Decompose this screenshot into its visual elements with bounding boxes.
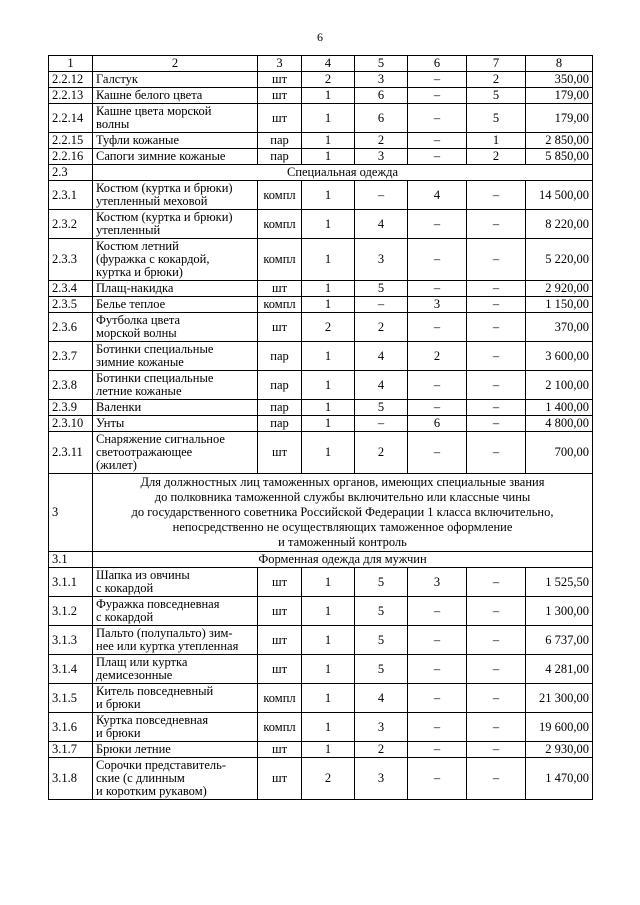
- item-unit: шт: [258, 104, 302, 133]
- item-price: 5 220,00: [526, 239, 593, 281]
- item-col-7: –: [467, 416, 526, 432]
- item-number: 2.3.6: [49, 313, 93, 342]
- item-wear-period: 3: [355, 239, 408, 281]
- item-col-6: –: [408, 88, 467, 104]
- item-price: 4 281,00: [526, 655, 593, 684]
- item-number: 3.1.4: [49, 655, 93, 684]
- item-unit: компл: [258, 239, 302, 281]
- item-number: 2.2.13: [49, 88, 93, 104]
- item-col-6: –: [408, 104, 467, 133]
- item-col-6: –: [408, 313, 467, 342]
- item-wear-period: 6: [355, 88, 408, 104]
- item-unit: пар: [258, 149, 302, 165]
- item-name: Кашне цвета морской волны: [93, 104, 258, 133]
- item-name: Футболка цвета морской волны: [93, 313, 258, 342]
- item-col-6: –: [408, 281, 467, 297]
- item-wear-period: 4: [355, 210, 408, 239]
- item-col-7: –: [467, 742, 526, 758]
- table-row: [49, 758, 593, 800]
- item-unit: шт: [258, 758, 302, 800]
- item-col-7: –: [467, 400, 526, 416]
- item-unit: компл: [258, 210, 302, 239]
- table-row: [49, 568, 593, 597]
- item-quantity: 1: [302, 88, 355, 104]
- item-col-6: 3: [408, 568, 467, 597]
- item-price: 19 600,00: [526, 713, 593, 742]
- item-quantity: 1: [302, 149, 355, 165]
- item-col-6: –: [408, 210, 467, 239]
- item-quantity: 1: [302, 713, 355, 742]
- item-name: Снаряжение сигнальное светоотражающее (жилет): [93, 432, 258, 474]
- item-col-6: –: [408, 432, 467, 474]
- item-wear-period: 6: [355, 104, 408, 133]
- item-quantity: 1: [302, 181, 355, 210]
- item-number: 2.3.4: [49, 281, 93, 297]
- item-wear-period: 3: [355, 72, 408, 88]
- item-col-6: –: [408, 400, 467, 416]
- item-col-7: 2: [467, 72, 526, 88]
- column-number-header-row: [49, 56, 593, 72]
- item-unit: компл: [258, 713, 302, 742]
- item-quantity: 1: [302, 400, 355, 416]
- section-row: [49, 165, 593, 181]
- item-price: 370,00: [526, 313, 593, 342]
- item-quantity: 2: [302, 758, 355, 800]
- item-wear-period: –: [355, 416, 408, 432]
- section-number: 3.1: [49, 552, 93, 568]
- item-unit: компл: [258, 181, 302, 210]
- item-quantity: 1: [302, 597, 355, 626]
- item-name: Плащ или куртка демисезонные: [93, 655, 258, 684]
- item-unit: пар: [258, 416, 302, 432]
- item-name: Ботинки специальные зимние кожаные: [93, 342, 258, 371]
- header-cell: 1: [49, 56, 93, 72]
- item-col-6: –: [408, 371, 467, 400]
- item-quantity: 1: [302, 371, 355, 400]
- item-price: 21 300,00: [526, 684, 593, 713]
- item-col-7: 2: [467, 149, 526, 165]
- item-unit: шт: [258, 626, 302, 655]
- item-price: 1 470,00: [526, 758, 593, 800]
- item-number: 3.1.2: [49, 597, 93, 626]
- table-row: [49, 371, 593, 400]
- item-number: 2.3.9: [49, 400, 93, 416]
- header-cell: 4: [302, 56, 355, 72]
- item-col-7: –: [467, 313, 526, 342]
- header-cell: 8: [526, 56, 593, 72]
- section-number: 2.3: [49, 165, 93, 181]
- table-row: [49, 400, 593, 416]
- item-number: 2.3.3: [49, 239, 93, 281]
- item-unit: пар: [258, 371, 302, 400]
- item-wear-period: 4: [355, 684, 408, 713]
- item-col-6: –: [408, 713, 467, 742]
- item-col-6: 6: [408, 416, 467, 432]
- item-quantity: 1: [302, 742, 355, 758]
- item-quantity: 1: [302, 210, 355, 239]
- item-number: 3.1.7: [49, 742, 93, 758]
- table-row: [49, 342, 593, 371]
- item-col-7: –: [467, 297, 526, 313]
- item-col-6: –: [408, 684, 467, 713]
- item-col-7: –: [467, 239, 526, 281]
- table-body: [49, 56, 593, 800]
- item-unit: пар: [258, 342, 302, 371]
- header-cell: 5: [355, 56, 408, 72]
- item-price: 2 930,00: [526, 742, 593, 758]
- item-unit: шт: [258, 281, 302, 297]
- item-col-7: –: [467, 371, 526, 400]
- item-col-6: –: [408, 239, 467, 281]
- item-name: Туфли кожаные: [93, 133, 258, 149]
- header-cell: 6: [408, 56, 467, 72]
- item-col-7: –: [467, 713, 526, 742]
- item-col-7: –: [467, 626, 526, 655]
- item-col-6: –: [408, 626, 467, 655]
- item-col-7: –: [467, 597, 526, 626]
- item-number: 2.3.2: [49, 210, 93, 239]
- table-row: [49, 655, 593, 684]
- item-col-7: –: [467, 758, 526, 800]
- item-number: 2.3.1: [49, 181, 93, 210]
- item-name: Пальто (полупальто) зим- нее или куртка утепленная: [93, 626, 258, 655]
- item-unit: шт: [258, 432, 302, 474]
- item-quantity: 1: [302, 626, 355, 655]
- item-name: Валенки: [93, 400, 258, 416]
- item-quantity: 2: [302, 72, 355, 88]
- table-row: [49, 72, 593, 88]
- item-unit: шт: [258, 655, 302, 684]
- item-name: Брюки летние: [93, 742, 258, 758]
- item-col-6: 2: [408, 342, 467, 371]
- item-wear-period: 5: [355, 568, 408, 597]
- item-col-6: –: [408, 72, 467, 88]
- table-row: [49, 239, 593, 281]
- item-number: 2.2.15: [49, 133, 93, 149]
- item-quantity: 1: [302, 655, 355, 684]
- section-title: Специальная одежда: [93, 165, 593, 181]
- item-col-6: –: [408, 597, 467, 626]
- table-row: [49, 597, 593, 626]
- table-row: [49, 133, 593, 149]
- item-name: Сапоги зимние кожаные: [93, 149, 258, 165]
- table-row: [49, 149, 593, 165]
- item-unit: пар: [258, 133, 302, 149]
- item-col-6: –: [408, 655, 467, 684]
- item-quantity: 1: [302, 297, 355, 313]
- item-price: 2 850,00: [526, 133, 593, 149]
- item-price: 5 850,00: [526, 149, 593, 165]
- item-wear-period: –: [355, 297, 408, 313]
- table-row: [49, 742, 593, 758]
- item-col-7: 5: [467, 104, 526, 133]
- item-name: Сорочки представитель- ские (с длинным и коротким рукавом): [93, 758, 258, 800]
- item-price: 8 220,00: [526, 210, 593, 239]
- item-quantity: 1: [302, 342, 355, 371]
- header-cell: 3: [258, 56, 302, 72]
- item-quantity: 1: [302, 281, 355, 297]
- item-unit: шт: [258, 568, 302, 597]
- item-wear-period: 5: [355, 400, 408, 416]
- item-col-6: 3: [408, 297, 467, 313]
- item-price: 2 100,00: [526, 371, 593, 400]
- item-number: 2.3.7: [49, 342, 93, 371]
- item-price: 179,00: [526, 88, 593, 104]
- item-price: 1 300,00: [526, 597, 593, 626]
- item-unit: пар: [258, 400, 302, 416]
- item-quantity: 1: [302, 133, 355, 149]
- table-row: [49, 416, 593, 432]
- section-title: Форменная одежда для мужчин: [93, 552, 593, 568]
- item-col-7: –: [467, 210, 526, 239]
- item-col-7: –: [467, 684, 526, 713]
- item-col-7: –: [467, 181, 526, 210]
- item-wear-period: 3: [355, 758, 408, 800]
- table-row: [49, 210, 593, 239]
- item-col-7: –: [467, 432, 526, 474]
- item-name: Плащ-накидка: [93, 281, 258, 297]
- item-name: Костюм летний (фуражка с кокардой, куртка и брюки): [93, 239, 258, 281]
- category-number: 3: [49, 474, 93, 552]
- item-col-7: –: [467, 281, 526, 297]
- item-col-6: –: [408, 133, 467, 149]
- item-name: Шапка из овчины с кокардой: [93, 568, 258, 597]
- item-name: Куртка повседневная и брюки: [93, 713, 258, 742]
- item-price: 350,00: [526, 72, 593, 88]
- item-name: Китель повседневный и брюки: [93, 684, 258, 713]
- item-wear-period: 3: [355, 149, 408, 165]
- item-number: 3.1.1: [49, 568, 93, 597]
- item-number: 3.1.5: [49, 684, 93, 713]
- item-number: 2.2.14: [49, 104, 93, 133]
- item-wear-period: 4: [355, 342, 408, 371]
- item-col-7: 5: [467, 88, 526, 104]
- item-name: Ботинки специальные летние кожаные: [93, 371, 258, 400]
- header-cell: 7: [467, 56, 526, 72]
- item-quantity: 1: [302, 432, 355, 474]
- item-col-7: –: [467, 568, 526, 597]
- table-row: [49, 104, 593, 133]
- item-price: 2 920,00: [526, 281, 593, 297]
- item-col-7: 1: [467, 133, 526, 149]
- item-quantity: 2: [302, 313, 355, 342]
- header-cell: 2: [93, 56, 258, 72]
- item-col-6: –: [408, 149, 467, 165]
- item-wear-period: 5: [355, 655, 408, 684]
- category-row: [49, 474, 593, 552]
- item-name: Галстук: [93, 72, 258, 88]
- item-unit: шт: [258, 597, 302, 626]
- item-quantity: 1: [302, 684, 355, 713]
- item-number: 3.1.6: [49, 713, 93, 742]
- item-wear-period: 2: [355, 313, 408, 342]
- item-name: Фуражка повседневная с кокардой: [93, 597, 258, 626]
- item-price: 6 737,00: [526, 626, 593, 655]
- table-row: [49, 713, 593, 742]
- table-row: [49, 684, 593, 713]
- section-row: [49, 552, 593, 568]
- item-quantity: 1: [302, 104, 355, 133]
- item-wear-period: 4: [355, 371, 408, 400]
- item-name: Унты: [93, 416, 258, 432]
- item-price: 700,00: [526, 432, 593, 474]
- item-price: 179,00: [526, 104, 593, 133]
- item-price: 1 525,50: [526, 568, 593, 597]
- item-price: 1 150,00: [526, 297, 593, 313]
- item-quantity: 1: [302, 239, 355, 281]
- item-wear-period: 5: [355, 597, 408, 626]
- item-price: 4 800,00: [526, 416, 593, 432]
- table-row: [49, 626, 593, 655]
- item-name: Кашне белого цвета: [93, 88, 258, 104]
- item-col-7: –: [467, 342, 526, 371]
- item-name: Костюм (куртка и брюки) утепленный: [93, 210, 258, 239]
- item-wear-period: –: [355, 181, 408, 210]
- item-wear-period: 3: [355, 713, 408, 742]
- table-row: [49, 88, 593, 104]
- item-wear-period: 2: [355, 432, 408, 474]
- table-row: [49, 297, 593, 313]
- item-quantity: 1: [302, 568, 355, 597]
- item-number: 2.3.8: [49, 371, 93, 400]
- item-number: 2.2.12: [49, 72, 93, 88]
- category-description: Для должностных лиц таможенных органов, имеющих специальные звания до полковника таможенной службы включительно или классные чины до государственного советника Российской Федерации 1 класса включительно, непосредственно не осуществляющих таможенное оформление и таможенный контроль: [93, 474, 593, 552]
- item-wear-period: 2: [355, 133, 408, 149]
- item-number: 3.1.3: [49, 626, 93, 655]
- item-unit: шт: [258, 72, 302, 88]
- item-unit: шт: [258, 88, 302, 104]
- item-unit: компл: [258, 684, 302, 713]
- item-col-7: –: [467, 655, 526, 684]
- item-number: 2.3.10: [49, 416, 93, 432]
- item-quantity: 1: [302, 416, 355, 432]
- item-col-6: –: [408, 742, 467, 758]
- table-row: [49, 281, 593, 297]
- page-number: 6: [317, 30, 323, 44]
- supply-norms-table: [48, 55, 593, 800]
- item-name: Белье теплое: [93, 297, 258, 313]
- item-wear-period: 5: [355, 281, 408, 297]
- item-unit: шт: [258, 742, 302, 758]
- item-wear-period: 5: [355, 626, 408, 655]
- item-price: 1 400,00: [526, 400, 593, 416]
- table-row: [49, 181, 593, 210]
- item-name: Костюм (куртка и брюки) утепленный меховой: [93, 181, 258, 210]
- table-row: [49, 313, 593, 342]
- item-price: 3 600,00: [526, 342, 593, 371]
- table-row: [49, 432, 593, 474]
- item-number: 3.1.8: [49, 758, 93, 800]
- item-unit: компл: [258, 297, 302, 313]
- item-col-6: 4: [408, 181, 467, 210]
- item-unit: шт: [258, 313, 302, 342]
- item-price: 14 500,00: [526, 181, 593, 210]
- item-wear-period: 2: [355, 742, 408, 758]
- item-col-6: –: [408, 758, 467, 800]
- item-number: 2.3.11: [49, 432, 93, 474]
- item-number: 2.3.5: [49, 297, 93, 313]
- item-number: 2.2.16: [49, 149, 93, 165]
